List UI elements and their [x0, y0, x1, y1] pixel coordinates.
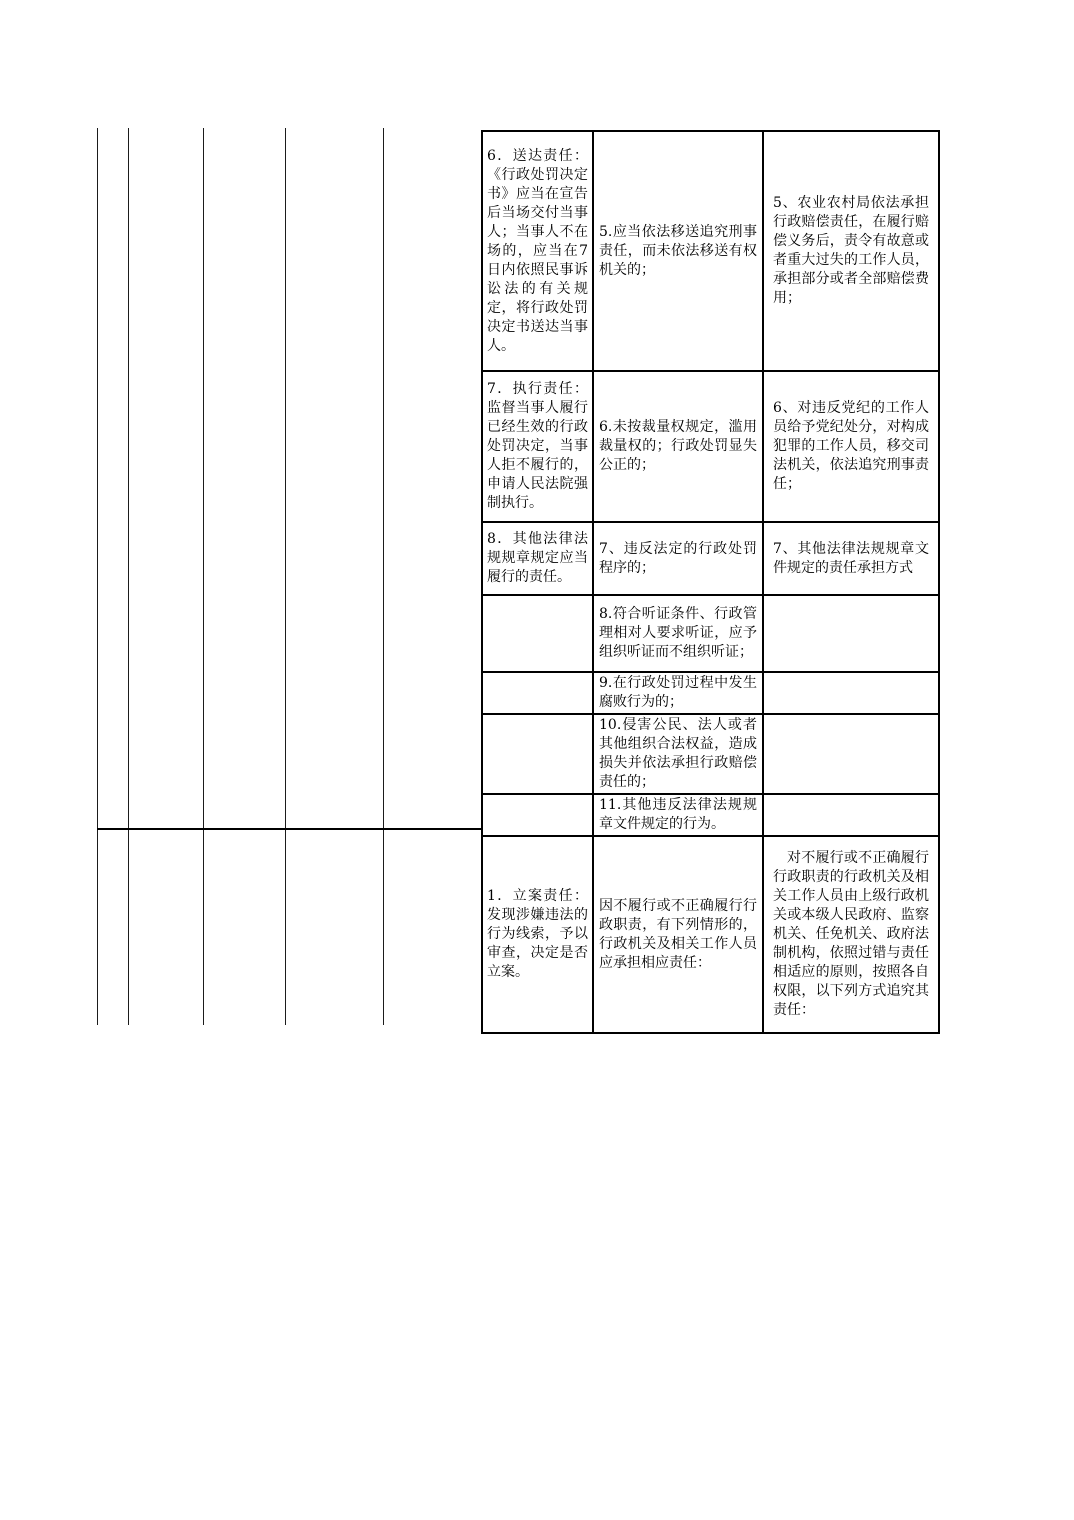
grid-vline: [383, 128, 384, 1025]
accountability-cell: [763, 672, 939, 714]
situation-cell: 7、违反法定的行政处罚程序的；: [593, 522, 763, 595]
grid-vline: [203, 128, 204, 1025]
situation-cell: 11.其他违反法律法规规章文件规定的行为。: [593, 794, 763, 836]
table-row: [482, 522, 939, 595]
duty-cell: [482, 672, 593, 714]
situation-cell: 6.未按裁量权规定，滥用裁量权的；行政处罚显失公正的；: [593, 371, 763, 522]
situation-cell: 5.应当依法移送追究刑事责任，而未依法移送有权机关的；: [593, 131, 763, 371]
table-row: [482, 131, 939, 371]
table-row: [482, 672, 939, 714]
duty-cell: 7．执行责任：监督当事人履行已经生效的行政处罚决定，当事人拒不履行的，申请人民法院强制执行。: [482, 371, 593, 522]
duty-cell: [482, 794, 593, 836]
duty-cell: 8．其他法律法规规章规定应当履行的责任。: [482, 522, 593, 595]
grid-vline: [97, 128, 98, 1025]
table-row: [482, 371, 939, 522]
duty-cell: 1．立案责任：发现涉嫌违法的行为线索，予以审查，决定是否立案。: [482, 836, 593, 1033]
accountability-cell: 5、农业农村局依法承担行政赔偿责任，在履行赔偿义务后，责令有故意或者重大过失的工作人员，承担部分或者全部赔偿费用；: [763, 131, 939, 371]
table-row: [482, 794, 939, 836]
grid-vline: [128, 128, 129, 1025]
accountability-cell: 6、对违反党纪的工作人员给予党纪处分，对构成犯罪的工作人员，移交司法机关，依法追究刑事责任；: [763, 371, 939, 522]
accountability-cell: [763, 595, 939, 672]
situation-cell: 9.在行政处罚过程中发生腐败行为的；: [593, 672, 763, 714]
responsibility-table: [481, 130, 940, 1034]
accountability-cell: [763, 714, 939, 794]
accountability-cell: [763, 794, 939, 836]
table-row: [482, 595, 939, 672]
grid-vline: [285, 128, 286, 1025]
duty-cell: [482, 595, 593, 672]
accountability-cell: 对不履行或不正确履行行政职责的行政机关及相关工作人员由上级行政机关或本级人民政府、监察机关、任免机关、政府法制机构，依照过错与责任相适应的原则，按照各自权限，以下列方式追究其责任：: [763, 836, 939, 1033]
situation-cell: 因不履行或不正确履行行政职责，有下列情形的，行政机关及相关工作人员应承担相应责任：: [593, 836, 763, 1033]
duty-cell: [482, 714, 593, 794]
situation-cell: 8.符合听证条件、行政管理相对人要求听证，应予组织听证而不组织听证；: [593, 595, 763, 672]
duty-cell: 6．送达责任：《行政处罚决定书》应当在宣告后当场交付当事人；当事人不在场的，应当在7日内依照民事诉讼法的有关规定，将行政处罚决定书送达当事人。: [482, 131, 593, 371]
accountability-cell: 7、其他法律法规规章文件规定的责任承担方式: [763, 522, 939, 595]
table-row: [482, 836, 939, 1033]
grid-hline: [97, 828, 483, 830]
table-row: [482, 714, 939, 794]
situation-cell: 10.侵害公民、法人或者其他组织合法权益，造成损失并依法承担行政赔偿责任的；: [593, 714, 763, 794]
